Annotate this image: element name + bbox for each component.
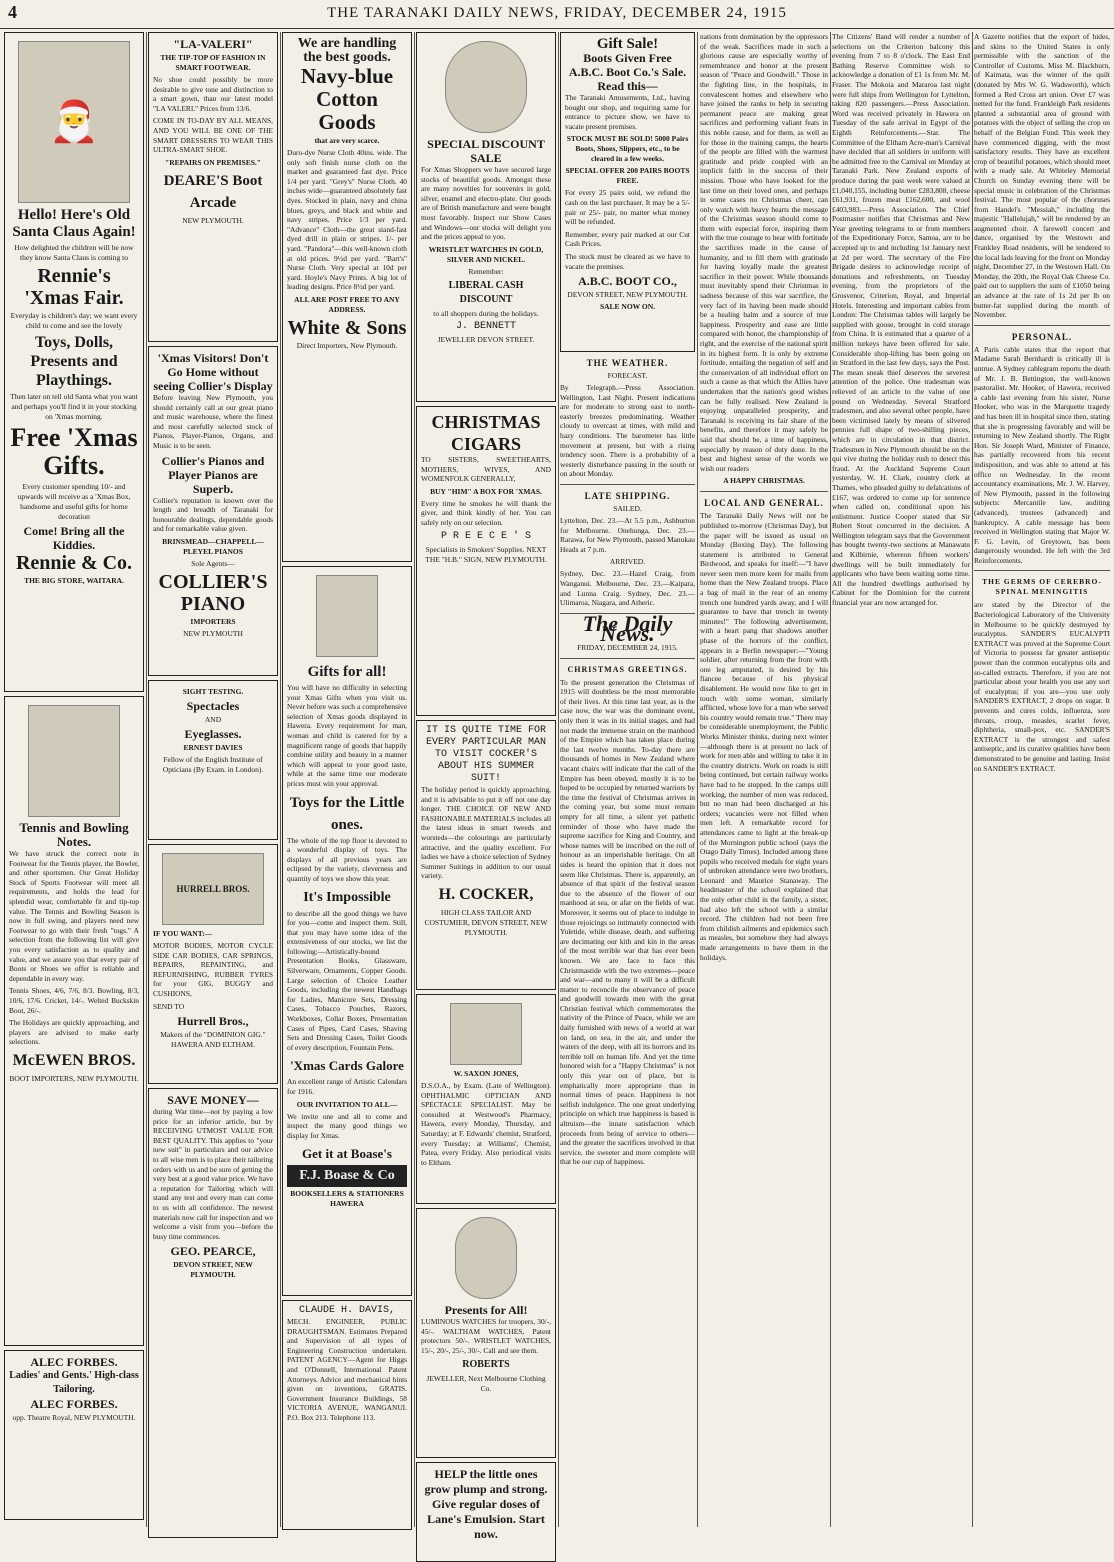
rennie-brand: Rennie & Co.	[15, 552, 133, 574]
lavaleri-come: COME IN TO-DAY BY ALL MEANS, AND YOU WILL BE ONE OF THE SMART DRESSERS TO WEAR THIS ULTRA-SMART SHOE.	[153, 116, 273, 155]
column-5	[560, 32, 695, 1527]
get-it-boase: Get it at Boase's	[302, 1146, 392, 1162]
davis-body: MECH. ENGINEER, PUBLIC DRAUGHTSMAN. Estimates Prepared and Supervision of all types of Engineering Construction undertaken. PATENT AGENCY—Agent for Higgs and O'Donnell, International Patent Attorneys. Advice and mechanical hints given on inventions, GRATIS. Government Insurance Buildings, 58 VICTORIA AVENUE, WANGANUI. P.O. Box 213. Telephone 113.	[287, 1317, 407, 1422]
cocker-advert	[416, 720, 556, 990]
sight-name: ERNEST DAVIES	[183, 743, 243, 752]
personal-heading: PERSONAL.	[1011, 331, 1073, 342]
hurrell-want: IF YOU WANT:—	[153, 929, 213, 938]
personal-body: A Paris cable states that the report that Madame Sarah Bernhardt is critically ill is untrue. A Sydney cablegram reports the death of Mr. J. B. Bettington, the well-known pastoralist. Mr. Hooker, of Hawera, received a cable last evening from his sister, Nurse Hooker, who was in the Marquette tragedy and has been ill in hospital since then, stating that she is progressing favorably and will be returning to New Zealand shortly. The Right Hon. Sir Joseph Ward, Minister of Finance, has partially recovered from his recent indisposition, and was able to attend at his office on Wednesday. In the recent accountancy examinations, Mr. J. W. Harvey, of New Plymouth, passed in the following subjects: Mercantile law, auditing (advanced), trustees (advanced) and bankruptcy. A cable message has been received in Wellington stating that Major W. F. G. Levin, of Greytown, has been dangerously wounded. He left with the 3rd Reinforcements.	[974, 344, 1110, 565]
invitation-body: We invite one and all to come and inspect the many good things we display for Xmas.	[287, 1111, 407, 1140]
weather-sub: FORECAST.	[607, 371, 648, 380]
sale-remember: Remember:	[468, 266, 504, 276]
abc-brand: A.B.C. BOOT CO.,	[578, 274, 677, 289]
white-post: ALL ARE POST FREE TO ANY ADDRESS.	[294, 294, 400, 314]
white-sons-advert	[282, 32, 412, 562]
boase-brand: F.J. Boase & Co	[287, 1165, 407, 1187]
christmas-greetings-body: To the present generation the Christmas of 1915 will doubtless be the most memorable of their lives. At this time last year, as is the case now, the war was the dominant event, only then it was in its initial stages, and had not made the immense strain on the manhood of the Empire which has taken place during the last twelve months. To-day there are thousands of homes in New Zealand where vacant chairs will indicate that the call of the Empire has been obeyed, mostly it is to be hoped to be occupied by returned warriors by the time the festival of Christmas arrives in the coming year, but some must remain empty for all time, a silent yet pathetic reminder of those who have made the supreme sacrifice for King and Country, and whose names will be inscribed on the roll of honour as an imperishable heritage. On all sides is heard the opinion that it does not seem like Christmas. There is, apparently, an absence of that spirit of the festival season due to the absence of the flower of our manhood at sea, or afar on the fields of war. Moreover, it seems out of place to indulge in those rejoicings so intimately connected with Yuletide, while disease, death, and suffering are decimating our kith and kin in the areas of the most terrible war that has ever been known. We are face to face this Christmastide with the two extremes—peace and war—and to many it will be a difficult matter to reconcile the observance of peace and goodwill towards men with the great Christian festival which commemorates the nativity of the Prince of Peace, while we are daily furnished with news of a world at war on land, on sea, in the air, and under the waters of the deep, with all its horrors and its terrible toll on human life. And yet the time honored wish for a "Happy Christmas" is not only this year out of place, but is emphatically more appropriate than in normal times of peace. Happiness is not selfish indulgence. The one great underlying principle on which true happiness is based is altruism—the innate satisfaction which proceeds from being of service to others—and the greater the sacrifices involved in that service, the sweeter and more complete will that be our cup of happiness.	[560, 677, 695, 1167]
sight-spec: Spectacles	[186, 699, 240, 713]
gift-sale-title: Gift Sale!	[596, 36, 659, 52]
column-2	[148, 32, 278, 1527]
gift-sale-offer: SPECIAL OFFER 200 PAIRS BOOTS FREE.	[565, 166, 690, 186]
lavaleri-repairs: "REPAIRS ON PREMISES."	[165, 157, 261, 167]
sight-title: SIGHT TESTING.	[182, 687, 244, 696]
masthead: The Daily News.	[582, 610, 673, 646]
shipping-heading: LATE SHIPPING.	[584, 490, 671, 501]
wrist-watch-illustration	[455, 1217, 517, 1299]
column-3	[282, 32, 412, 1527]
gift-sale-stock: STOCK MUST BE SOLD! 5000 Pairs Boots, Shoes, Slippers, etc., to be cleared in a few weeks.	[566, 134, 689, 164]
lavaleri-sub: THE TIP-TOP OF FASHION IN SMART FOOTWEAR.	[160, 53, 266, 72]
weather-heading: THE WEATHER.	[586, 358, 669, 368]
happy-christmas: A HAPPY CHRISTMAS.	[723, 476, 805, 486]
column-4	[416, 32, 556, 1541]
local-general-body: The Taranaki Daily News will not be published to-morrow (Christmas Day), but the paper will be issued as usual on Monday (Boxing Day). The following statement is attributed to General Birdwood, and speaks for itself:—"I have never seen men more keen for mails from home than the New Zealand troops. Place a bag of mail in the rear of an enemy trench one hundred yards away, and I will guarantee to have that trench in twenty minutes!" The following advertisement, with a heart pang that shadows another phase of the horrors of the conflict, appears in a Berlin newspaper:—"Young soldier, after returning from the front with one leg amputated, is desired by his fiancee because of his physical disablement. He would now like to get in touch with some woman, similarly afflicted, whose love for a man who served his country would remain true." There may be considerable unemployment, the Public Works Minister thinks, during next winter—although there is at present no lack of work for men able and willing to take it in the country districts. Work on roads is still being continued, but certain railway works have had to be stopped. In the camps still working, the number of men was reduced, but no man had been discharged at his orders; vacancies were not filled when men left. A remarkable record for attendances came to light at the break-up of the Mornington public school (says the Otago Daily Times). Included among three pupils who received medals for eight years of unbroken attendance were two brothers, Leonard and Maurice Stanaway. The headmaster of the school explained that the only other child in the family, a sister, had also left the school with a similar record. The children had not been free from childish ailments and epidemics such as measles, but somehow they had always made arrangements to have them in the holidays.	[700, 511, 828, 962]
impossible-title: It's Impossible	[303, 889, 391, 905]
gifts-title: Gifts for all!	[307, 664, 387, 680]
lanes-text: HELP the little ones grow plump and strong. Give regular doses of Lane's Emulsion. Start now.	[424, 1467, 548, 1541]
rennie-then: Then later on tell old Santa what you want and perhaps you'll find it in your stocking on 'Xmas morning.	[10, 392, 138, 421]
deare-addr: NEW PLYMOUTH.	[182, 215, 244, 225]
abc-open: SALE NOW ON.	[599, 302, 656, 312]
lavaleri-body: No shoe could possibly be more desirable to give tone and distinction to a smart gown, than our latest model "LA VALERI." Prices from 13/6.	[153, 75, 273, 113]
white-list: Duro-dye Nurse Cloth 40ins. wide. The only soft finish nurse cloth on the market and guaranteed fast dye. Price 1/4 per yard. "Grey's" Nurse Cloth. 40 inches wide—guaranteed absolutely fast dyes. Stocked in plain, navy and china blues, greys, and black and white and navy stripes. Price 1/3 per yard. "Advance" Cloth—the great stand-fast dyed drill in plain or stripes. 1/- per yard. "Pandora"—this well-known cloth at old prices. 9½d per yard. "Bart's" Nurse Cloth. Very special at 10d per yard. Hoyle's Navy Prints. A big lot of leading designs. Price 8½d per yard.	[287, 148, 407, 292]
rennie-intro: How delighted the children will be now they know Santa Claus is coming to	[14, 243, 134, 262]
cards-body: An excellent range of Artistic Calendars for 1916.	[287, 1077, 407, 1096]
sight-and: AND	[204, 715, 222, 724]
page-number: 4	[8, 2, 17, 22]
hurrell-sign: HURRELL BROS.	[176, 884, 250, 894]
forbes-addr: opp. Theatre Royal, NEW PLYMOUTH.	[12, 1413, 136, 1422]
gift-sale-read: Read this—	[597, 79, 658, 93]
rennie-toys: Toys, Dolls, Presents and Playthings.	[30, 334, 118, 389]
lanes-advert	[416, 1462, 556, 1562]
sight-cred: Fellow of the English Institute of Opticians (By Exam. in London).	[162, 755, 264, 774]
tennis-prices: Tennis Shoes, 4/6, 7/6, 8/3. Bowling, 8/3, 10/6, 17/6. Cricket, 14/-. Welted Buckskin Boot, 26/-.	[9, 986, 139, 1015]
collier-addr: NEW PLYMOUTH	[183, 628, 243, 638]
forbes-name: ALEC FORBES.	[30, 1355, 118, 1369]
hurrell-list: MOTOR BODIES, MOTOR CYCLE SIDE CAR BODIES, CAR SPRINGS, REPAIRS, REPAINTING, and REFURNISHING, RUBBER TYRES for your GIG, BUGGY and CUSHIONS,	[153, 941, 273, 998]
column-1	[4, 32, 144, 1527]
column-6	[700, 32, 828, 1527]
toys-body: The whole of the top floor is devoted to a wonderful display of toys. The displays of all previous years are eclipsed by the variety, cleverness and quantity of toys we show this year.	[287, 835, 407, 883]
cigars-title: CHRISTMAS CIGARS	[431, 412, 541, 454]
christmas-greetings-heading: CHRISTMAS GREETINGS.	[567, 664, 688, 674]
preece-advert	[416, 406, 556, 716]
collier-agents: Sole Agents—	[191, 558, 235, 568]
sale-to: to all shoppers during the holidays.	[433, 308, 539, 318]
tennis-holidays: The Holidays are quickly approaching, and players are advised to make early selections.	[9, 1018, 139, 1047]
rennie-advert	[4, 32, 144, 692]
collier-rep: Collier's reputation is known over the length and breadth of Taranaki for honourable dealings, dependable goods and for remarkable value given.	[153, 495, 273, 534]
mcewen-brand: McEWEN BROS.	[12, 1051, 136, 1069]
rennie-everyday: Everyday is children's day; we want every child to come and see the lovely	[10, 311, 138, 330]
gift-sale-boots: Boots Given Free	[583, 51, 672, 65]
bennett-brand: J. BENNETT	[455, 320, 516, 332]
pocket-watch-illustration	[445, 41, 527, 133]
preece-sub: Specialists in Smokers' Supplies. NEXT THE "H.B." SIGN, NEW PLYMOUTH.	[425, 544, 547, 564]
cigars-body: Every time he smokes he will thank the giver, and think kindly of her. You can safely rely on our selection.	[421, 498, 551, 527]
collier-pianos: Collier's Pianos and Player Pianos are Superb.	[161, 453, 265, 496]
forbes-advert	[4, 1350, 144, 1520]
boase-advert	[282, 566, 412, 1296]
presents-title: Presents for All!	[444, 1303, 528, 1317]
pearce-addr: DEVON STREET, NEW PLYMOUTH.	[173, 1260, 253, 1280]
davis-name: CLAUDE H. DAVIS,	[298, 1305, 395, 1316]
hurrell-makers: Makers of the "DOMINION GIG." HAWERA AND ELTHAM.	[160, 1029, 266, 1049]
santa-claus-illustration: 🎅	[18, 41, 130, 203]
mcewen-advert	[4, 696, 144, 1346]
hurrell-send: SEND TO	[153, 1001, 185, 1011]
dateline: FRIDAY, DECEMBER 24, 1915.	[577, 642, 678, 652]
collier-brand: COLLIER'S PIANO	[158, 570, 268, 615]
toys-title: Toys for the Little ones.	[289, 794, 405, 833]
white-direct: Direct Importers, New Plymouth.	[296, 340, 398, 350]
saxon-jones-advert	[416, 994, 556, 1204]
deare-brand: DEARE'S Boot Arcade	[163, 172, 263, 211]
tennis-title: Tennis and Bowling Notes.	[19, 820, 129, 849]
shipping-sailed: SAILED.	[613, 503, 642, 513]
collier-importers: IMPORTERS	[190, 616, 236, 626]
weather-body: By Telegraph.—Press Association. Wellington, Last Night. Present indications are for moderate to strong east to north-easterly breezes predominating. Weather cloudy to overcast at times, with mild and hazy conditions. The barometer has little movement at present, but with a rising tendency soon. There is a probability of a westerly disturbance passing in the south or on about Monday.	[560, 383, 695, 479]
preece-brand: P R E E C E ' S	[440, 530, 531, 542]
editorial-continued: nations from domination by the oppressors of the weak. Sacrifices made in such a glorious cause are especially worthy of remembrance and honor at the present season of "Peace and Goodwill." Those in the fighting line, in the hospitals, in convalescent homes and elsewhere who have joined the ranks to help in securing permanent peace are making great sacrifices and performing valiant feats in this noble cause, and for them, as well as for those in the training camps, the hearts of the people are filled with the warmest gratitude and pride coupled with an implicit faith in the success of their mission. Those who have looked for the last time on their loved ones, and perhaps in some cases no Christmas cheer, can only watch with heavy hearts the message of the Christmas season should come to them with especial force, inspiring them with the true courage to bear with fortitude the sacrifices made in the cause of humanity, and to fill them with gratitude for having loyally made the greatest sacrifice in their power. While thousands must inevitably spend their Christmas in sadness because of this war sacrifice, the very fact of its having been made should be a healing balm and a source of true happiness. Prosperity and ease are little compared with honor, the championship of right, and the exercise of the national spirit in its highest form. It is only by extreme fortitude, entailing the negation of self and the conservation of all individual effort on such a cause as that which the Allies have undertaken that the nation's good wishes can be fully realised. New Zealand is enjoying unparalleled prosperity, and Taranaki is receiving its fair share of the benefits, and therefore it may safely be said that should be, a time of happiness, especially by reason of duty done. In the best and highest sense of the words we wish our readers	[700, 32, 828, 473]
cocker-title: IT IS QUITE TIME FOR EVERY PARTICULAR MAN TO VISIT COCKER'S ABOUT HIS SUMMER SUIT!	[425, 725, 547, 784]
local-notes-body: A Gazette notifies that the export of hides, and skins to the United States is only permissible with the sanction of the Controller of Customs. Miss M. Blackburn, of Kaimata, was the winner of the quilt (donated by Mrs W. G. Wadsworth), which formed a Red Cross art union. Over £7 was netted for the fund. Frankleigh Park residents planted a substantial area of ground with potatoes with the object of selling the crop on behalf of the Belgian Fund. This week they have commenced digging, with the most satisfactory results. They have an excellent crop of beautiful potatoes, which should meet with a ready sale. At Whiteley Memorial Church on Sunday evening there will be special music in celebration of the Christmas festival. The most popular of the choruses from Handel's "Messiah," including the majestic "Hallelujah," will be rendered by an augmented choir. A farewell concert and dance, organised by the Westown and Frankley Road residents, will be tendered to the local lads leaving for the front on Monday night, December 27, in the Westown Hall. On Monday, the 20th, the Royal Oak Cheese Co. paid out to suppliers the sum of £1050 being an advance at the rate of 1s 2d per lb on butter-fat supplied during the month of November.	[974, 32, 1110, 320]
collier-advert	[148, 346, 278, 676]
forbes-sig: ALEC FORBES.	[30, 1397, 118, 1411]
hurrell-advert	[148, 844, 278, 1084]
roberts-brand: ROBERTS	[462, 1359, 510, 1371]
white-brand: White & Sons	[287, 316, 407, 339]
roberts-advert	[416, 1208, 556, 1458]
collier-title: 'Xmas Visitors! Don't Go Home without seeing Collier's Display	[153, 351, 273, 393]
white-navy: Navy-blue Cotton Goods	[300, 64, 394, 134]
germs-body: are stated by the Director of the Bacteriological Laboratory of the University in Melbourne to be quickly destroyed by eucalyptus. SANDER'S EUCALYPTI EXTRACT was proved at the Supreme Court of Victoria to possess far greater antiseptic power than the common eucalyptus oils and so-called extracts. Therefore, if you are not particular about your health you use any sort of eucalyptus; if you are—you use only SANDER'S EXTRACT, 2 drops on sugar. It prevents and cures colds, influenza, sore throats, croup, measles, scarlet fever, diphtheria, small-pox, etc. SANDER'S EXTRACT is the strongest and safest antiseptic, and its curative qualities have been demonstrated to be genuine and lasting. Insist on SANDER'S EXTRACT.	[974, 600, 1110, 773]
column-8	[974, 32, 1110, 1527]
pearce-advert	[148, 1088, 278, 1538]
davies-advert	[148, 680, 278, 840]
sale-title: SPECIAL DISCOUNT SALE	[427, 137, 545, 165]
boase-sub: BOOKSELLERS & STATIONERS HAWERA	[290, 1189, 404, 1209]
rennie-store: THE BIG STORE, WAITARA.	[24, 576, 124, 585]
local-news-body: The Citizens' Band will render a number of selections on the Criterion balcony this evening from 7 to 8 o'clock. The East End Bathing Reserve Committee wish to acknowledge a donation of £1 1s from Mr. M. Fraser. The Mokoia and Mararoa last night were full ships from Wellington for Lyttelton, taking 820 passengers.—Press Association. Word was received privately in Hawera on Tuesday of the safe arrival in Egypt of the Eighth Reinforcements.—Star. The Committee of the Eltham Acre-man's Carnival have decided that all soldiers in uniform will be admitted free to the Carnival on Monday at Taranaki Park. New Zealand exports of produce during the past week were valued at £1,040,155, including butter £283,808, cheese £61,931, frozen meat £162,600, and wool £403,983.—Press Association. The Chief Postmaster notifies that Christmas and New Year greeting telegrams to or from members of the Expeditionary Force, Samoa, are to be accepted up to and including 1st January next at 2d per word. The secretary of the Fire Brigade desires to acknowledge receipt of donations and refreshments, on Tuesday evening, from the proprietors of the Grosvenor, Criterion, Royal, and Imperial Hotels. Interesting and important cables from London: The Christmas tables will largely be supplied with goose, brought in cold storage from China. It is estimated that a quarter of a million turkeys have been offered for sale. Considerable shop-lifting has been going on in Stratford in the last few days, says the Post. The mean sneak thief deserves the severest attention of the police. One tradesman was relieved of an article to the value of one pound on Wednesday. Several Stratford tradesmen, and also several other people, have been victimised lately by means of silvered pennies full shape of two-shilling pieces, which are in circulation in that district. Tradesmen in New Plymouth should be on the qui vive during the holiday rush to detect this fraud. At the Auckland Supreme Court yesterday, W. H. Clark, country clerk at Thames, who pleaded guilty to defalcations of £167, was ordered to come up for sentence when called on, conditional upon his enlistment. Justice Cooper stated that Sir Robert Stout concurred in the decision. A Wellington telegram says that the Government has bought twenty-two sections at Manawatu and Kilbirnie, whereon fifteen workers' dwellings will be built immediately for applicants who have been waiting some time. All the hundred dwellings authorised by Cabinet for the Dominion for the current financial year are now arranged for.	[832, 32, 970, 608]
cocker-brand: H. COCKER,	[438, 885, 534, 903]
sale-watches: WRISTLET WATCHES IN GOLD, SILVER AND NICKEL.	[428, 244, 544, 264]
shipping-body2: Sydney, Dec. 23.—Hazel Craig, from Wanganui. Melbourne, Dec. 23.—Kaipara, and Lunna Craig. Sydney, Dec. 23.—Ulimaroa, Niagara, and Atheric.	[560, 569, 695, 608]
gift-sale-offer-body: For every 25 pairs sold, we refund the cash on the last purchaser. It may be a 5/- pair or 25/- pair, no matter what money will be refunded.	[565, 188, 690, 227]
rennie-headline: Hello! Here's Old Santa Claus Again!	[12, 207, 136, 240]
deare-advert	[148, 32, 278, 342]
saxon-name: W. SAXON JONES,	[453, 1069, 519, 1078]
save-money-title: SAVE MONEY—	[167, 1093, 259, 1107]
cards-title: 'Xmas Cards Galore	[290, 1058, 404, 1074]
collier-makes: BRINSMEAD—CHAPPELL—PLEYEL PIANOS	[162, 536, 264, 556]
lavaleri-title: "LA-VALERI"	[173, 37, 253, 51]
shipping-arrived: ARRIVED.	[609, 557, 646, 567]
forbes-line: Ladies' and Gents.' High-class Tailoring.	[9, 1370, 139, 1395]
sale-liberal: LIBERAL CASH DISCOUNT	[448, 279, 524, 305]
rennie-come: Come! Bring all the Kiddies.	[23, 524, 125, 552]
abc-boot-advert	[560, 32, 695, 352]
pearce-brand: GEO. PEARCE,	[170, 1244, 256, 1259]
white-scarce: that are very scarce.	[314, 136, 380, 145]
save-money-body: during War time—not by paying a low price for an inferior article, but by RECEIVING UTMOST VALUE FOR BEST QUALITY. This applies to "your new suit" in particulars and our advice to all wise men is to place their tailoring orders with us and be sure of getting the very best at a good value price. We have a reputation for Tailoring which will stand any test and every man can come to us with all confidence. The newest materials now call for inspection and we welcome a visit from you—before the busy time commences.	[153, 1107, 273, 1241]
germs-heading: THE GERMS OF CEREBRO-SPINAL MENINGITIS	[982, 577, 1102, 597]
cocker-body: The holiday period is quickly approaching, and it is advisable to put it off not one day longer. THE CHOICE OF NEW AND FASHIONABLE MATERIALS includes all the latest ideas in smart tweeds and worsteds—the colourings are particularly attractive, and the quality excellent. For ladies we have a choice selection of Sydney Summer Suitings in addition to our usual variety.	[421, 785, 551, 881]
cigars-buy: BUY "HIM" A BOX FOR 'XMAS.	[430, 486, 542, 496]
local-general-heading: LOCAL AND GENERAL.	[704, 498, 824, 509]
tennis-body: We have struck the correct note in Footwear for the Tennis player, the Bowler, and other sportsmen. Our Great Holiday Stock of Sports Footwear will meet all requirements, and holds the lead for splendid wear, comfortable fit and tip-top value. The Tennis and Bowling Season is now in full swing, and players need new Footwear to go with their fresh "togs." A selection from the following list will give you every satisfaction as to quality and value, and we assure you that every pair of Boots or Shoes we offer is reliable and dependable in every way.	[9, 849, 139, 983]
portrait-illustration	[450, 1003, 522, 1065]
cocker-sub: HIGH CLASS TAILOR AND COSTUMIER, DEVON STREET, NEW PLYMOUTH.	[424, 907, 548, 937]
rennie-free: Free 'Xmas Gifts.	[10, 423, 138, 480]
bennett-advert	[416, 32, 556, 402]
davis-advert	[282, 1300, 412, 1530]
sight-eye: Eyeglasses.	[184, 727, 242, 741]
motor-vehicle-illustration	[162, 853, 264, 925]
boy-illustration	[316, 575, 378, 657]
white-handling: We are handling the best goods.	[297, 36, 397, 65]
newspaper-title: THE TARANAKI DAILY NEWS, FRIDAY, DECEMBER 24, 1915	[327, 5, 787, 21]
gift-sale-sale: A.B.C. Boot Co.'s Sale.	[568, 65, 687, 79]
invitation-title: OUR INVITATION TO ALL—	[296, 1099, 398, 1109]
rennie-fair: Rennie's 'Xmas Fair.	[24, 265, 124, 309]
gift-sale-remember: Remember, every pair marked at our Cut Cash Prices.	[565, 229, 690, 249]
gift-sale-stock2: The stock must be cleared as we have to vacate the premises.	[565, 251, 690, 271]
gift-sale-body: The Taranaki Amusements, Ltd., having bought our shop, and requiring same for entrance to picture show, we have to vacate present premises.	[565, 93, 690, 131]
cigars-to: TO SISTERS, SWEETHEARTS, MOTHERS, WIVES, AND WOMENFOLK GENERALLY,	[421, 455, 551, 484]
shipping-body: Lyttelton, Dec. 23.—At 5.5 p.m., Ashburton for Melbourne. Onehunga, Dec. 23.—Rarawa, for New Plymouth, passed Manukau Heads at 7 p.m.	[560, 515, 695, 554]
gifts-body: You will have no difficulty in selecting your Xmas Gifts when you visit us. Never before was such a comprehensive selection of Xmas goods displayed in Hawera. Every requirement for man, woman and child is catered for by a magnificent range of goods that happily combine utility and beauty in a manner which will appeal to your good taste, while at the same time our moderate prices must win your approval.	[287, 683, 407, 788]
page-header	[0, 0, 1114, 29]
impossible-body: to describe all the good things we have for you—come and inspect them. Still, that you may have some idea of the extensiveness of our stocks, we list the following:—Artistically-bound Presentation Books, Glassware, Silverware, Ornaments, Copper Goods. Large selection of Choice Leather Goods, including the newest Handbags for Ladies, Manicure Sets, Dressing Cases, Tobacco Pouches, Razors, Workboxes, Collar Boxes, Presentation Cases of Pipes, Card Cases, Shaving Sets and Dressing Cases, Toilet Goods of every description, Fountain Pens.	[287, 908, 407, 1052]
mcewen-importers: BOOT IMPORTERS, NEW PLYMOUTH.	[9, 1073, 139, 1083]
hurrell-brand: Hurrell Bros.,	[177, 1013, 249, 1028]
column-7	[832, 32, 970, 1527]
collier-body: Before leaving New Plymouth, you should certainly call at our great piano and music warehouse, where the finest and most carefully selected stock of Pianos, Player-Pianos, Organs, and Music is to be seen.	[153, 393, 273, 450]
abc-addr: DEVON STREET, NEW PLYMOUTH.	[567, 290, 688, 300]
presents-body: LUMINOUS WATCHES for troopers, 30/-, 45/-. WALTHAM WATCHES, Patent protectors 50/-. WRISTLET WATCHES, 15/-, 20/-, 25/-, 30/-. Call and see them.	[421, 1317, 551, 1355]
roberts-sub: JEWELLER, Next Melbourne Clothing Co.	[426, 1374, 546, 1394]
sale-body: For Xmas Shoppers we have secured large stocks of beautiful goods. Amongst these are many novelties for souvenirs in gold, silver, enamel and electro-plate. Our goods are of British manufacture and were bought most favorably. Inspect our Show Cases and Windows—our stocks will delight you and the prices appeal to you.	[421, 165, 551, 242]
two-sportsmen-illustration	[28, 705, 120, 817]
rennie-every-customer: Every customer spending 10/- and upwards will receive as a 'Xmas Box, handsome and useful gifts for home decoration	[17, 482, 131, 521]
bennett-addr: JEWELLER DEVON STREET.	[437, 334, 535, 344]
saxon-body: D.S.O.A., by Exam. (Late of Wellington). OPHTHALMIC OPTICIAN AND SPECTACLE SPECIALIST. May be consulted at Westwood's Pharmacy, Hawera, every Monday, Thursday, and Saturday; at F. Edwards' chemist, Stratford, every Tuesday; at Williams', Chemist, Patea, every Friday. Also periodical visits to Eltham.	[421, 1081, 551, 1167]
